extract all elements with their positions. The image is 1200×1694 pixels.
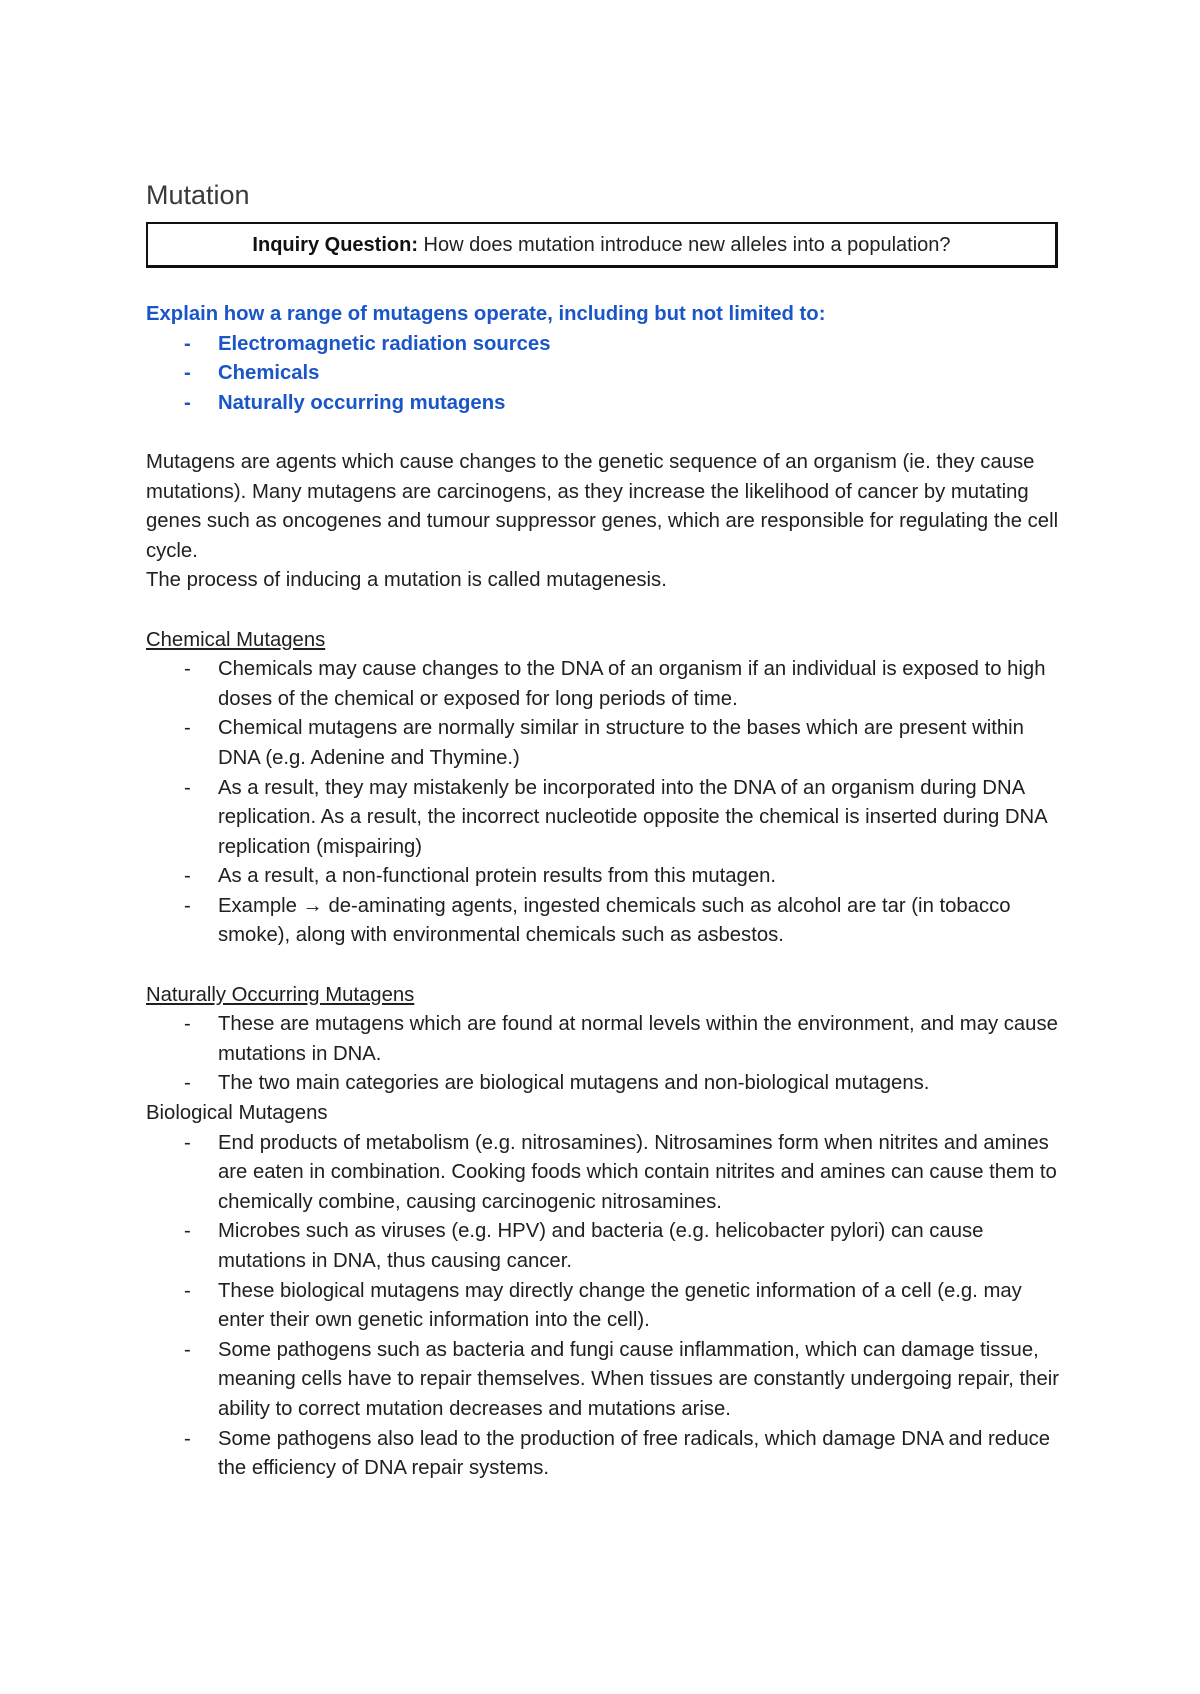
list-item: - Electromagnetic radiation sources: [184, 330, 1066, 360]
biological-mutagens-list: [146, 1129, 1066, 1484]
chemical-mutagens-list: [146, 655, 1066, 951]
biological-mutagens-heading: Biological Mutagens: [146, 1102, 328, 1125]
dash-bullet: -: [184, 362, 191, 385]
natural-mutagens-list: [146, 1010, 1066, 1099]
dash-bullet: -: [184, 1072, 191, 1095]
objective-heading: Explain how a range of mutagens operate, including but not limited to:: [146, 303, 826, 325]
list-item: - As a result, they may mistakenly be incorporated into the DNA of an organism during DNA replication. As a result, the incorrect nucleotide opposite the chemical is inserted during DNA replication (mispairing): [184, 774, 1066, 863]
list-item: - Some pathogens also lead to the production of free radicals, which damage DNA and reduce the efficiency of DNA repair systems.: [184, 1425, 1066, 1484]
list-item: - Example → de-aminating agents, ingested chemicals such as alcohol are tar (in tobacco smoke), along with environmental chemicals such as asbestos.: [184, 892, 1066, 951]
list-item: - Chemical mutagens are normally similar in structure to the bases which are present within DNA (e.g. Adenine and Thymine.): [184, 714, 1066, 773]
dash-bullet: -: [184, 391, 191, 414]
inquiry-label: Inquiry Question:: [252, 234, 418, 256]
page-title: Mutation: [146, 180, 250, 210]
dash-bullet: -: [184, 1131, 191, 1154]
intro-paragraph-2: The process of inducing a mutation is called mutagenesis.: [146, 569, 667, 592]
dash-bullet: -: [184, 658, 191, 681]
intro-paragraph: Mutagens are agents which cause changes to the genetic sequence of an organism (ie. they cause mutations). Many mutagens are carcinogens, as they increase the likelihood of cancer by mutating genes such as oncogenes and tumour suppressor genes, which are responsible for regulating the cell cycle.: [146, 450, 1059, 562]
list-item: - These biological mutagens may directly change the genetic information of a cell (e.g. may enter their own genetic information into the cell).: [184, 1277, 1066, 1336]
dash-bullet: -: [184, 865, 191, 888]
dash-bullet: -: [184, 1279, 191, 1302]
dash-bullet: -: [184, 776, 191, 799]
inquiry-question-box: [146, 222, 1058, 268]
list-item: - The two main categories are biological mutagens and non-biological mutagens.: [184, 1069, 1066, 1099]
list-item: - Chemicals: [184, 359, 1066, 389]
list-item: - As a result, a non-functional protein results from this mutagen.: [184, 862, 1066, 892]
chemical-mutagens-heading: Chemical Mutagens: [146, 628, 326, 651]
dash-bullet: -: [184, 332, 191, 355]
list-item: - Chemicals may cause changes to the DNA of an organism if an individual is exposed to high doses of the chemical or exposed for long periods of time.: [184, 655, 1066, 714]
dash-bullet: -: [184, 1220, 191, 1243]
list-item: - Naturally occurring mutagens: [184, 389, 1066, 419]
list-item: - Some pathogens such as bacteria and fungi cause inflammation, which can damage tissue, meaning cells have to repair themselves. When tissues are constantly undergoing repair, their ability to correct mutation decreases and mutations arise.: [184, 1336, 1066, 1425]
inquiry-question: How does mutation introduce new alleles into a population?: [423, 234, 951, 256]
dash-bullet: -: [184, 1013, 191, 1036]
dash-bullet: -: [184, 717, 191, 740]
list-item: - End products of metabolism (e.g. nitrosamines). Nitrosamines form when nitrites and amines are eaten in combination. Cooking foods which contain nitrites and amines can cause them to chemically combine, causing carcinogenic nitrosamines.: [184, 1129, 1066, 1218]
dash-bullet: -: [184, 1338, 191, 1361]
natural-mutagens-heading: Naturally Occurring Mutagens: [146, 983, 415, 1006]
objective-list: [146, 330, 1066, 419]
document-body: [146, 300, 1066, 1484]
dash-bullet: -: [184, 1427, 191, 1450]
dash-bullet: -: [184, 894, 191, 917]
list-item: - These are mutagens which are found at normal levels within the environment, and may cause mutations in DNA.: [184, 1010, 1066, 1069]
list-item: - Microbes such as viruses (e.g. HPV) and bacteria (e.g. helicobacter pylori) can cause mutations in DNA, thus causing cancer.: [184, 1217, 1066, 1276]
